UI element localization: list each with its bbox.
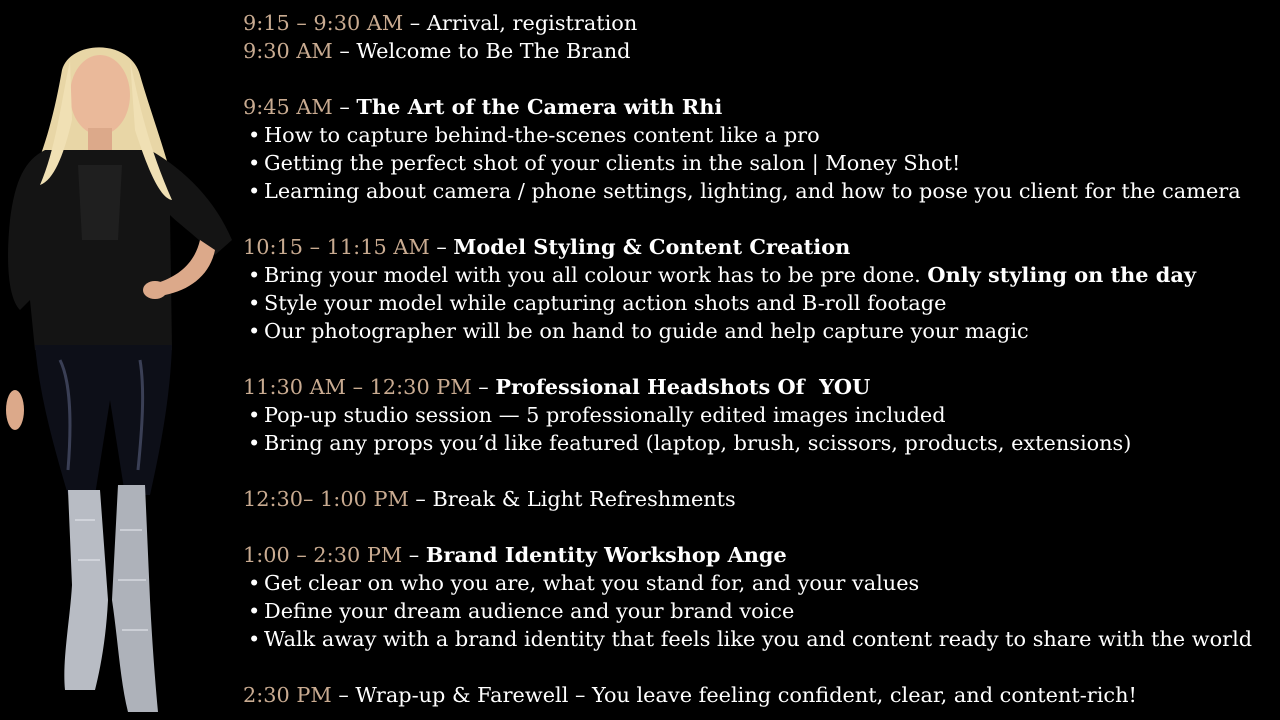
agenda-item-welcome [243, 37, 1280, 65]
bullet-text: Walk away with a brand identity that feels like you and content ready to share with the world [264, 627, 1253, 651]
bullet-icon: • [248, 179, 261, 203]
bullet-text: Pop-up studio session — 5 professionally edited images included [264, 403, 946, 427]
time-label: 12:30– 1:00 PM [243, 487, 409, 511]
time-label: 1:00 – 2:30 PM [243, 543, 403, 567]
bullet-text: Bring any props you’d like featured (laptop, brush, scissors, products, extensions) [264, 431, 1132, 455]
time-label: 9:15 – 9:30 AM [243, 11, 404, 35]
agenda-item-workshop [243, 541, 1280, 569]
bullet-text: Define your dream audience and your brand voice [264, 599, 795, 623]
agenda-text: Welcome to Be The Brand [356, 39, 631, 63]
time-label: 10:15 – 11:15 AM [243, 235, 430, 259]
separator: – [402, 543, 426, 567]
bullet-icon: • [248, 627, 261, 651]
bullet-icon: • [248, 291, 261, 315]
bullet-item [243, 401, 1280, 429]
agenda-text: Wrap-up & Farewell – You leave feeling confident, clear, and content-rich! [355, 683, 1137, 707]
time-label: 9:30 AM [243, 39, 333, 63]
bullet-icon: • [248, 403, 261, 427]
bullet-icon: • [248, 319, 261, 343]
agenda-item-camera [243, 93, 1280, 121]
session-title: The Art of the Camera with Rhi [356, 94, 723, 119]
bullet-item [243, 569, 1280, 597]
bullet-item [243, 597, 1280, 625]
agenda [243, 9, 1280, 709]
bullet-text: Learning about camera / phone settings, lighting, and how to pose you client for the camera [264, 179, 1241, 203]
bullet-item [243, 149, 1280, 177]
bullet-item [243, 177, 1280, 205]
time-label: 2:30 PM [243, 683, 332, 707]
bullet-item [243, 261, 1280, 289]
agenda-item-wrapup [243, 681, 1280, 709]
bullet-text: Getting the perfect shot of your clients in the salon | Money Shot! [264, 151, 961, 175]
agenda-item-arrival [243, 9, 1280, 37]
agenda-text: Break & Light Refreshments [432, 487, 736, 511]
agenda-text: Arrival, registration [426, 11, 638, 35]
time-label: 9:45 AM [243, 95, 333, 119]
bullet-item [243, 625, 1280, 653]
separator: – [331, 683, 356, 707]
separator: – [471, 375, 496, 399]
bullet-item [243, 289, 1280, 317]
bullet-icon: • [248, 431, 261, 455]
bullet-icon: • [248, 599, 261, 623]
time-label: 11:30 AM – 12:30 PM [243, 375, 472, 399]
separator: – [429, 235, 454, 259]
bullet-item [243, 429, 1280, 457]
session-title: Brand Identity Workshop Ange [425, 542, 787, 567]
bullet-text: Get clear on who you are, what you stand for, and your values [264, 571, 920, 595]
bullet-text: Style your model while capturing action shots and B-roll footage [264, 291, 947, 315]
separator: – [332, 39, 357, 63]
presenter-photo [0, 0, 240, 720]
bullet-text: Our photographer will be on hand to guide and help capture your magic [264, 319, 1029, 343]
separator: – [408, 487, 433, 511]
bullet-icon: • [248, 123, 261, 147]
separator: – [403, 11, 427, 35]
bullet-text: How to capture behind-the-scenes content like a pro [264, 123, 820, 147]
bullet-icon: • [248, 571, 261, 595]
bullet-icon: • [248, 263, 261, 287]
bullet-item [243, 317, 1280, 345]
session-title: Model Styling & Content Creation [453, 234, 851, 259]
bullet-text: Bring your model with you all colour work has to be pre done. [264, 263, 928, 287]
agenda-item-break [243, 485, 1280, 513]
bullet-emphasis: Only styling on the day [927, 262, 1196, 287]
agenda-item-headshots [243, 373, 1280, 401]
agenda-item-styling [243, 233, 1280, 261]
session-title: Professional Headshots Of YOU [495, 374, 871, 399]
bullet-icon: • [248, 151, 261, 175]
separator: – [332, 95, 357, 119]
bullet-item [243, 121, 1280, 149]
